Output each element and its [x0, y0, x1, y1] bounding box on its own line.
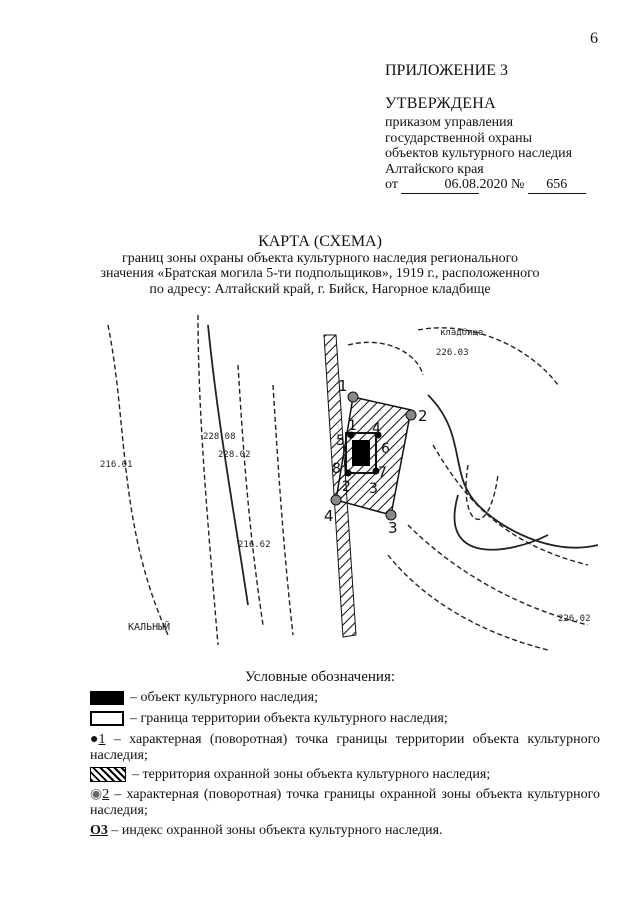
order-line: Алтайского края	[385, 162, 484, 177]
legend-item-zone: – территория охранной зоны объекта культурного наследия;	[90, 767, 600, 783]
elevation-label: 216.01	[100, 460, 133, 470]
order-number: 656	[528, 177, 586, 194]
elevation-label: 216.62	[238, 540, 271, 550]
approved-label: УТВЕРЖДЕНА	[385, 95, 497, 112]
legend-item-zone-index: О3 – индекс охранной зоны объекта культурного наследия.	[90, 823, 443, 838]
map-annotation: кладбище	[440, 328, 484, 338]
legend-item-territory-point: ●1 – характерная (поворотная) точка границы территории объекта культурного наследия;	[90, 732, 600, 764]
subtitle-line: значения «Братская могила 5-ти подпольщиков», 1919 г., расположенного	[100, 266, 540, 281]
territory-point-label: 1	[348, 418, 357, 434]
date-prefix: от	[385, 177, 398, 192]
order-date: 06.08.	[401, 177, 479, 194]
zone-point-label: 1	[338, 377, 348, 395]
outline-rect-icon	[90, 711, 124, 726]
hatched-rect-icon	[90, 767, 126, 782]
territory-point-label: 4	[372, 421, 381, 437]
elevation-label: 226.03	[436, 348, 469, 358]
contour-solid	[208, 325, 598, 605]
territory-point-label: 3	[369, 481, 378, 497]
page-number: 6	[590, 30, 598, 47]
subtitle-line: по адресу: Алтайский край, г. Бийск, Нагорное кладбище	[149, 282, 491, 297]
order-date-line	[385, 177, 586, 194]
protection-zone	[336, 397, 411, 515]
black-dot-icon: ●	[90, 732, 99, 747]
heritage-object	[352, 440, 370, 466]
territory-point-label: 2	[342, 479, 351, 495]
territory-point-label: 7	[378, 465, 387, 481]
elevation-label: 228.08	[203, 432, 236, 442]
legend-item-zone-point: ◉2 – характерная (поворотная) точка границы охранной зоны объекта культурного наследия;	[90, 787, 601, 819]
street-label: КАЛЬНЫЙ	[128, 622, 171, 633]
order-line: приказом управления	[385, 115, 514, 130]
order-line: государственной охраны	[385, 131, 533, 146]
gray-dot-icon: ◉	[90, 787, 103, 802]
legend-marker: 2	[102, 787, 110, 803]
order-year: 2020 №	[479, 177, 525, 192]
zone-point-label: 3	[388, 519, 398, 537]
territory-point-label: 5	[336, 433, 345, 449]
order-line: объектов культурного наследия	[385, 146, 573, 161]
elevation-label: 228.02	[218, 450, 251, 460]
territory-point-label: 8	[332, 461, 341, 477]
subtitle-line: границ зоны охраны объекта культурного наследия регионального	[121, 251, 519, 266]
territory-point-label: 6	[381, 441, 390, 457]
document-title: КАРТА (СХЕМА)	[258, 233, 382, 250]
legend-marker: О3	[90, 823, 108, 838]
black-square-icon	[90, 691, 124, 705]
zone-point-label: 2	[418, 407, 428, 425]
zone-map	[88, 305, 608, 657]
legend-item-object: – объект культурного наследия;	[90, 690, 600, 706]
legend-marker: 1	[98, 732, 106, 748]
appendix-label: ПРИЛОЖЕНИЕ 3	[385, 62, 509, 79]
legend-item-territory-boundary: – граница территории объекта культурного наследия;	[90, 711, 600, 727]
zone-point-label: 4	[324, 507, 334, 525]
legend-title: Условные обозначения:	[244, 669, 396, 685]
elevation-label: 226.02	[558, 614, 591, 624]
